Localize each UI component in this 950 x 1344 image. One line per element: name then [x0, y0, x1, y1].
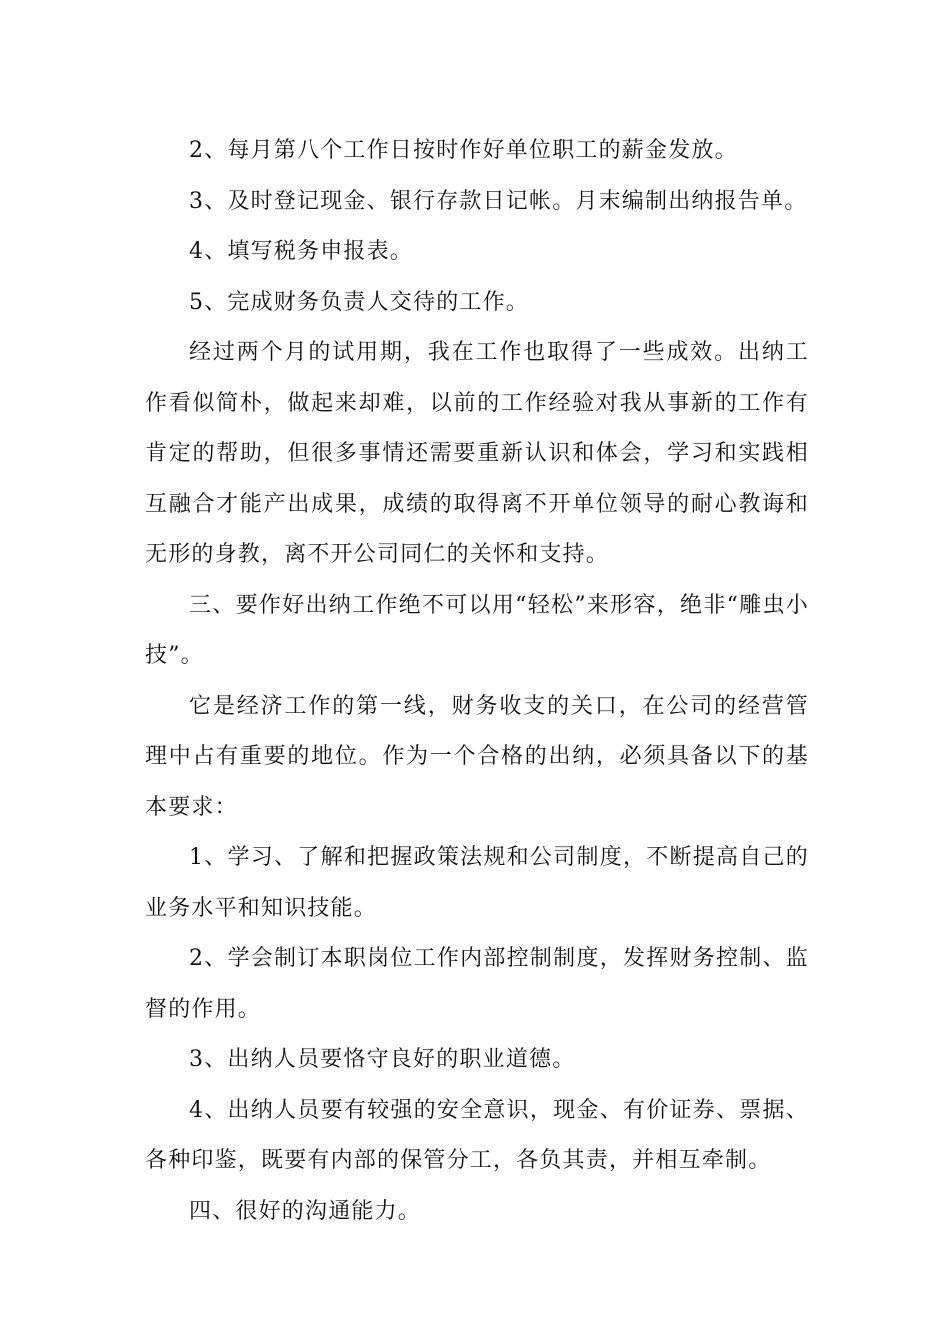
- paragraph-section-four: 四、很好的沟通能力。: [189, 1198, 422, 1224]
- paragraph-cash-journal: 3、及时登记现金、银行存款日记帐。月末编制出纳报告单。: [189, 188, 808, 214]
- document-body: [145, 126, 809, 1237]
- paragraph-probation-results: 经过两个月的试用期，我在工作也取得了一些成效。出纳工作看似简朴，做起来却难，以前的工作经验对我从事新的工作有肯定的帮助，但很多事情还需要重新认识和体会，学习和实践相互融合才能产出成果，成绩的取得离不开单位领导的耐心教诲和无形的身教，离不开公司同仁的关怀和支持。: [145, 340, 809, 567]
- paragraph-tax-form: 4、填写税务申报表。: [189, 239, 413, 264]
- paragraph-requirement-3: 3、出纳人员要恪守良好的职业道德。: [189, 1047, 576, 1072]
- paragraph-section-three: 三、要作好出纳工作绝不可以用“轻松”来形容，绝非“雕虫小技”。: [145, 592, 809, 668]
- paragraph-basic-requirements: 它是经济工作的第一线，财务收支的关口，在公司的经营管理中占有重要的地位。作为一个合格的出纳，必须具备以下的基本要求：: [145, 693, 809, 820]
- paragraph-salary-payment: 2、每月第八个工作日按时作好单位职工的薪金发放。: [189, 138, 738, 163]
- paragraph-requirement-2: 2、学会制订本职岗位工作内部控制制度，发挥财务控制、监督的作用。: [145, 946, 809, 1022]
- paragraph-assigned-work: 5、完成财务负责人交待的工作。: [189, 289, 529, 315]
- paragraph-requirement-4: 4、出纳人员要有较强的安全意识，现金、有价证券、票据、各种印鉴，既要有内部的保管分工，各负其责，并相互牵制。: [145, 1097, 809, 1173]
- paragraph-requirement-1: 1、学习、了解和把握政策法规和公司制度，不断提高自己的业务水平和知识技能。: [145, 845, 809, 921]
